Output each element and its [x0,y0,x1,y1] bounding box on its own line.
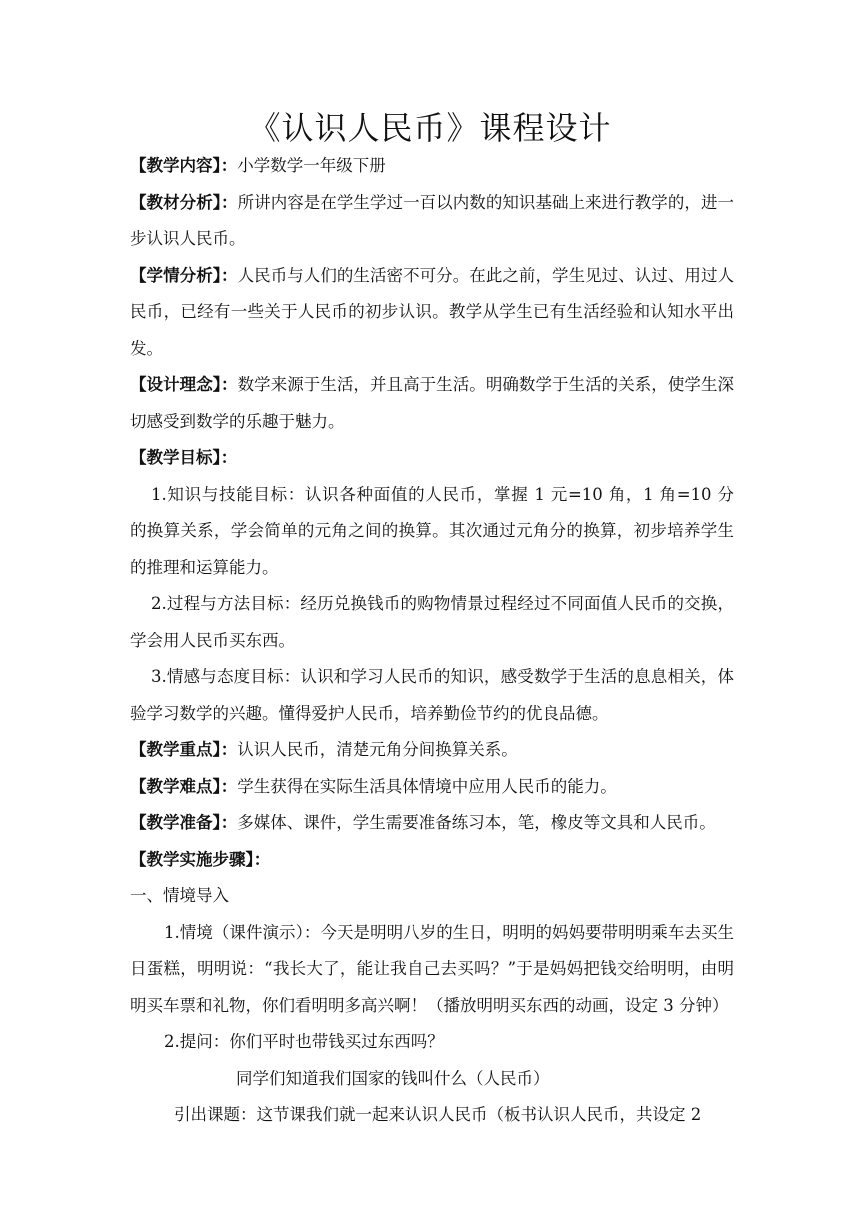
design-concept-label: 【设计理念】： [130,375,238,394]
material-analysis-label: 【教材分析】： [130,192,238,212]
student-analysis-paragraph [130,258,734,368]
step-item: 1.情境（课件演示）：今天是明明八岁的生日，明明的妈妈要带明明乘车去买生日蛋糕，明明说：“我长大了，能让我自己去买吗？”于是妈妈把钱交给明明，由明明买车票和礼物，你们看明明多高兴啊！（播放明明买东西的动画，设定 3 分钟） [130,922,734,1015]
material-analysis-text: 所讲内容是在学生学过一百以内数的知识基础上来进行教学的，进一步认识人民币。 [130,192,735,248]
goal-item: 1.知识与技能目标：认识各种面值的人民币，掌握 1 元=10 角，1 角=10 分 的换算关系，学会简单的元角之间的换算。其次通过元角分的换算，初步培养学生的推理和运算能力。 [130,484,756,577]
design-concept-paragraph [130,367,734,440]
design-concept-text: 数学来源于生活，并且高于生活。明确数学于生活的关系，使学生深切感受到数学的乐趣于魅力。 [130,375,735,431]
step-item: 2.提问：你们平时也带钱买过东西吗？ [164,1032,444,1051]
key-point-text: 认识人民币，清楚元角分间换算关系。 [237,740,518,759]
teaching-content-text: 小学数学一年级下册 [237,156,386,175]
goal-item: 2.过程与方法目标：经历兑换钱币的购物情景过程经过不同面值人民币的交换，学会用人民币买东西。 [130,594,734,650]
teaching-content-paragraph [130,148,734,185]
student-analysis-text: 人民币与人们的生活密不可分。在此之前，学生见过、认过、用过人民币，已经有一些关于人民币的初步认识。教学从学生已有生活经验和认知水平出发。 [130,265,735,358]
material-analysis-paragraph [130,185,734,258]
steps-label: 【教学实施步骤】： [130,849,271,869]
teaching-goals-label: 【教学目标】： [130,448,238,467]
difficulty-label: 【教学难点】： [130,776,238,796]
key-point-label: 【教学重点】： [130,740,238,759]
key-point-paragraph [130,732,734,769]
difficulty-text: 学生获得在实际生活具体情境中应用人民币的能力。 [237,776,617,796]
preparation-text: 多媒体、课件，学生需要准备练习本，笔，橡皮等文具和人民币。 [237,813,716,832]
goal-item: 3.情感与态度目标：认识和学习人民币的知识，感受数学于生活的息息相关，体验学习数学的兴趣。懂得爱护人民币，培养勤俭节约的优良品德。 [130,667,734,723]
document-body [130,148,756,1134]
step-item: 同学们知道我们国家的钱叫什么（人民币） [236,1068,550,1088]
document-title: 《认识人民币》课程设计 [248,109,612,147]
step-part-heading: 一、情境导入 [130,886,229,905]
preparation-paragraph [130,805,734,842]
difficulty-paragraph [130,769,734,806]
student-analysis-label: 【学情分析】： [130,265,238,285]
teaching-content-label: 【教学内容】： [130,156,238,175]
preparation-label: 【教学准备】： [130,813,238,832]
step-item: 引出课题：这节课我们就一起来认识人民币（板书认识人民币，共设定 2 [174,1105,702,1124]
